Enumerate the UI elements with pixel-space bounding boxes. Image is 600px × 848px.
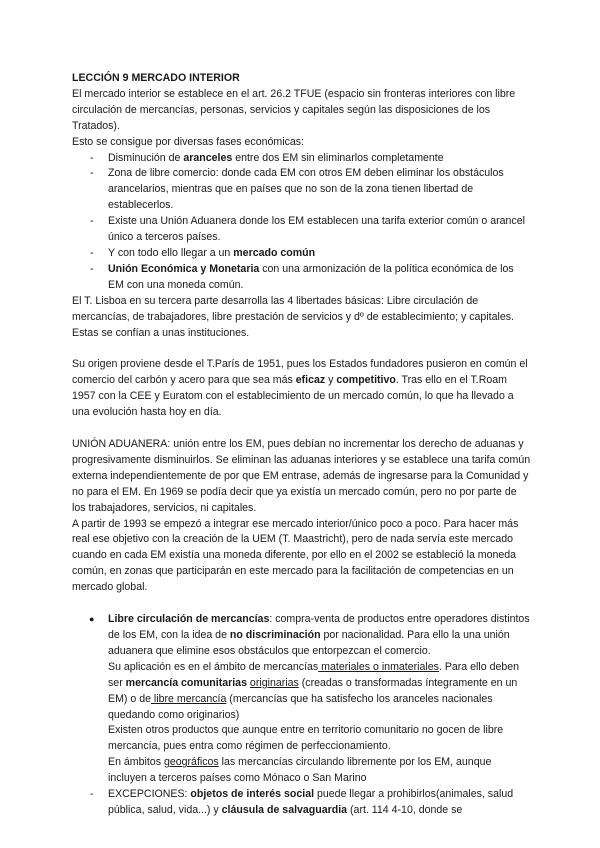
lisboa-paragraph: El T. Lisboa en su tercera parte desarrolla las 4 libertades básicas: Libre circulación de mercancías, de trabajadores, libre prestación de servicios y dº de establecimiento; y capitales. Estas se confían a unas instituciones. — [72, 294, 514, 339]
list-item: - Y con todo ello llegar a un mercado común — [72, 246, 532, 262]
list-item: - EXCEPCIONES: objetos de interés social puede llegar a prohibirlos(animales, salud pública, salud, vida...) y cláusula de salvaguardia (art. 114 4-10, donde se — [72, 787, 532, 819]
origin-paragraph: Su origen proviene desde el T.París de 1951, pues los Estados fundadores pusieron en común el comercio del carbón y acero para que sea más eficaz y competitivo. Tras ello en el T.Roam 1957 con la CEE y Euratom con el establecimiento de un mercado común, lo que ha llevado a una evolución hasta hoy en día. — [72, 358, 528, 419]
list-item: - Unión Económica y Monetaria con una armonización de la política económica de los EM con una moneda común. — [72, 262, 532, 294]
list-item: Existen otros productos que aunque entre en territorio comunitario no gocen de libre mercancía, pues entra como régimen de perfeccionamiento. — [108, 724, 504, 753]
intro-paragraph: El mercado interior se establece en el art. 26.2 TFUE (espacio sin fronteras interiores con libre circulación de mercancías, personas, servicios y capitales según las disposiciones de los Tratados). — [72, 87, 516, 132]
list-item: - Disminución de aranceles entre dos EM sin eliminarlos completamente — [72, 151, 532, 167]
libertades-list — [72, 612, 532, 787]
union-1993-paragraph: A partir de 1993 se empezó a integrar ese mercado interior/único poco a poco. Para hacer más real ese objetivo con la creación de la UEM (T. Maastricht), pero de nada servía este mercado cuando en cada EM existía una moneda diferente, por ello en el 2002 se estableció la moneda común, en zonas que participarán en este mercado para la facilitación de competencias en un mercado global. — [72, 517, 519, 594]
list-item: Su aplicación es en el ámbito de mercancías materiales o inmateriales. Para ello deben ser mercancía comunitarias originarias (creadas o transformadas íntegramente en un EM) o de libre mercancía (mercancías que ha satisfecho los aranceles nacionales quedando como originarios) — [108, 660, 520, 721]
list-item: ● Libre circulación de mercancías: compra-venta de productos entre operadores distintos de los EM, con la idea de no discriminación por nacionalidad. Para ello la una unión aduanera que elimine esos obstáculos que entorpezcan el comercio. — [72, 612, 532, 660]
list-item: - Zona de libre comercio: donde cada EM con otros EM deben eliminar los obstáculos arancelarios, mientras que en países que no son de la zona tienen libertad de establecerlos. — [72, 166, 532, 214]
list-item: - Existe una Unión Aduanera donde los EM establecen una tarifa exterior común o arancel único a terceros países. — [72, 214, 532, 246]
document-page — [72, 71, 532, 819]
intro-phases-lead: Esto se consigue por diversas fases económicas: — [72, 135, 305, 148]
lesson-title: LECCIÓN 9 MERCADO INTERIOR — [72, 72, 240, 84]
union-aduanera-paragraph: UNIÓN ADUANERA: unión entre los EM, pues debían no incrementar los derecho de aduanas y progresivamente disminuirlos. Se eliminan las aduanas interiores y se establece una tarifa común externa independientemente de por que EM entrase, además de ingresarse para la Comunidad y no para el EM. En 1969 se podía decir que ya existía un mercado común, pero no por parte de los trabajadores, servicios, ni capitales. — [72, 438, 531, 514]
excepciones-list — [72, 787, 532, 819]
phases-list — [72, 151, 532, 294]
list-item: En ámbitos geográficos las mercancías circulando libremente por los EM, aunque incluyen a terceros países como Mónaco o San Marino — [108, 756, 492, 785]
